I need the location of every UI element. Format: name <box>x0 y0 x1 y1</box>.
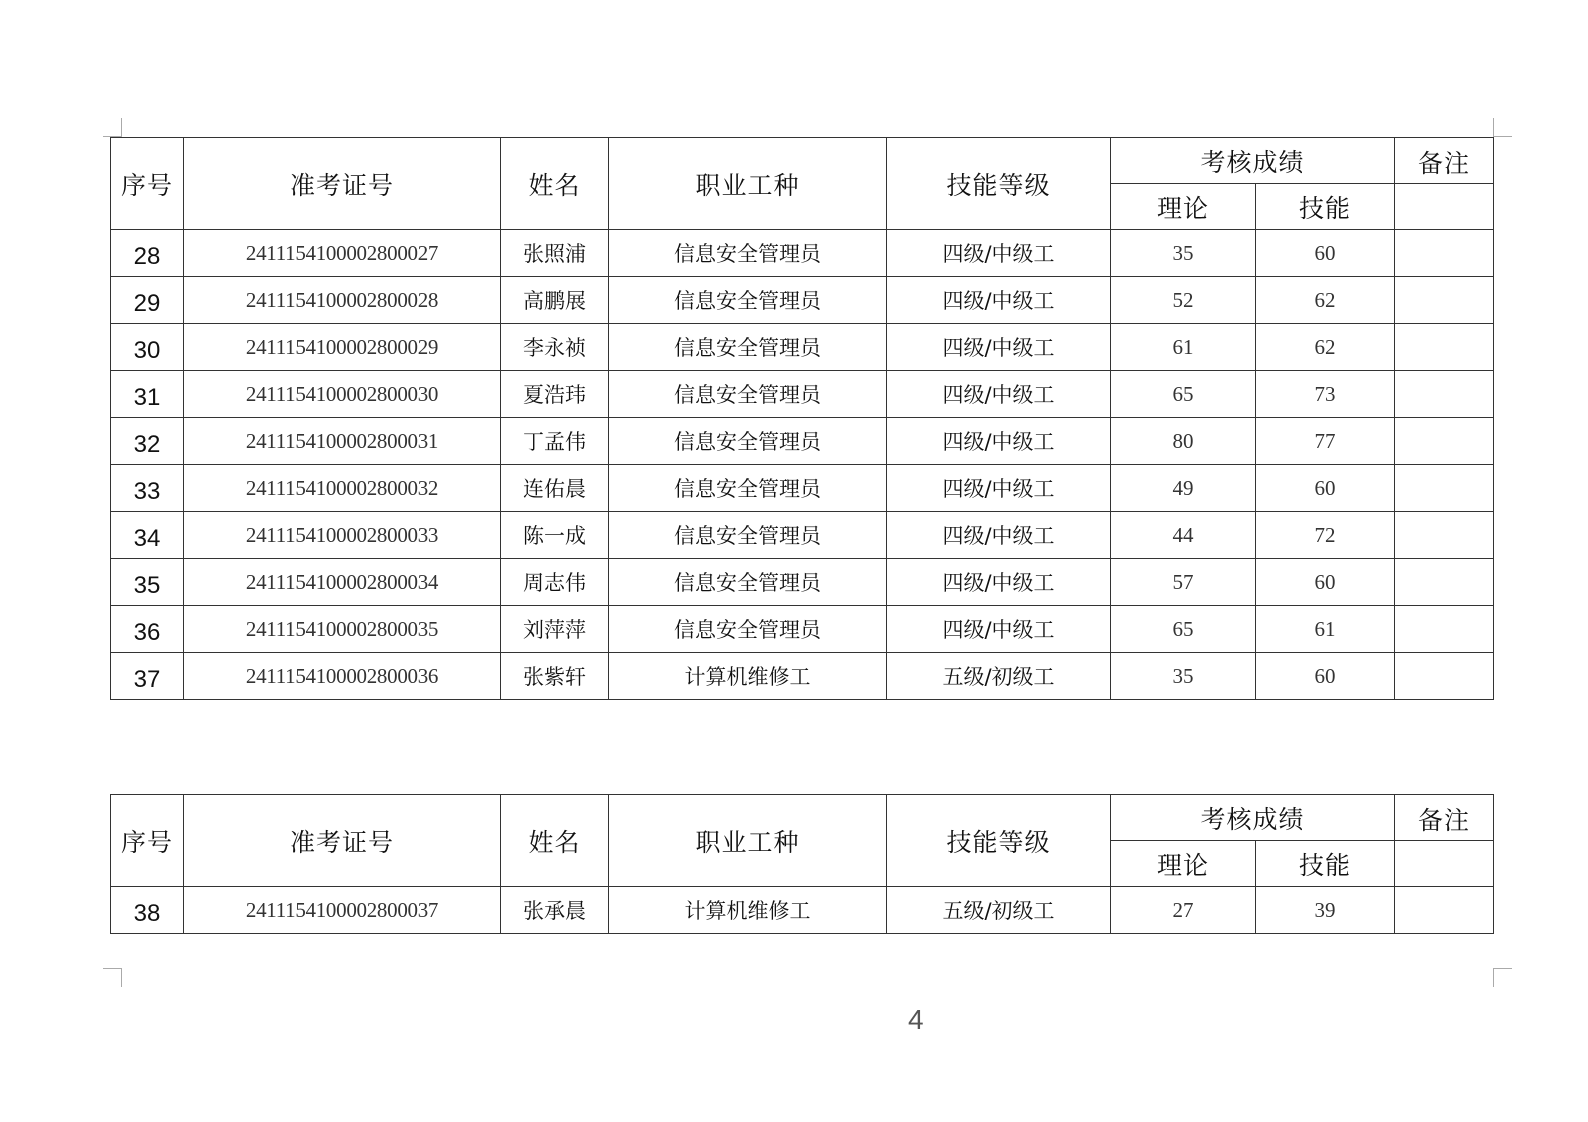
cell-remark <box>1395 230 1494 277</box>
cell-occupation: 信息安全管理员 <box>609 559 887 606</box>
cell-ticket: 2411154100002800029 <box>184 324 501 371</box>
cell-occupation: 信息安全管理员 <box>609 512 887 559</box>
cell-ticket: 2411154100002800035 <box>184 606 501 653</box>
cell-remark <box>1395 512 1494 559</box>
header-remark-blank <box>1395 841 1494 887</box>
header-theory: 理论 <box>1111 841 1256 887</box>
cell-remark <box>1395 324 1494 371</box>
cell-seq <box>111 887 184 934</box>
cell-theory: 27 <box>1111 887 1256 934</box>
header-occupation: 职业工种 <box>609 138 887 230</box>
cell-remark <box>1395 606 1494 653</box>
cell-seq-text: 35 <box>133 572 161 599</box>
header-level: 技能等级 <box>887 795 1111 887</box>
table-row <box>111 277 1494 324</box>
cell-theory: 44 <box>1111 512 1256 559</box>
cell-seq-text: 32 <box>133 431 161 458</box>
cell-name: 张紫轩 <box>501 653 609 700</box>
cell-seq-text: 36 <box>133 619 161 646</box>
cell-occupation: 计算机维修工 <box>609 887 887 934</box>
cell-level: 四级/中级工 <box>887 371 1111 418</box>
cell-level: 四级/中级工 <box>887 606 1111 653</box>
cell-ticket: 2411154100002800027 <box>184 230 501 277</box>
cell-ticket: 2411154100002800032 <box>184 465 501 512</box>
cell-ticket: 2411154100002800031 <box>184 418 501 465</box>
cell-remark <box>1395 277 1494 324</box>
cell-occupation: 信息安全管理员 <box>609 371 887 418</box>
cell-remark <box>1395 653 1494 700</box>
cell-seq <box>111 324 184 371</box>
crop-mark-top-right <box>1493 118 1512 137</box>
table-row <box>111 887 1494 934</box>
header-name: 姓名 <box>501 795 609 887</box>
cell-seq-text: 33 <box>133 478 161 505</box>
score-table-2 <box>110 794 1494 934</box>
cell-theory: 49 <box>1111 465 1256 512</box>
header-name: 姓名 <box>501 138 609 230</box>
cell-theory: 35 <box>1111 653 1256 700</box>
cell-name: 连佑晨 <box>501 465 609 512</box>
cell-seq <box>111 606 184 653</box>
cell-level: 五级/初级工 <box>887 653 1111 700</box>
cell-seq-text: 30 <box>133 337 161 364</box>
cell-seq-text: 38 <box>133 900 161 927</box>
cell-seq <box>111 230 184 277</box>
header-score-group: 考核成绩 <box>1111 795 1395 841</box>
cell-remark <box>1395 887 1494 934</box>
cell-skill: 77 <box>1256 418 1395 465</box>
cell-skill: 60 <box>1256 559 1395 606</box>
cell-seq-text: 29 <box>133 290 161 317</box>
cell-occupation: 信息安全管理员 <box>609 606 887 653</box>
cell-level: 四级/中级工 <box>887 324 1111 371</box>
cell-theory: 65 <box>1111 371 1256 418</box>
cell-name: 陈一成 <box>501 512 609 559</box>
cell-ticket: 2411154100002800036 <box>184 653 501 700</box>
cell-occupation: 信息安全管理员 <box>609 418 887 465</box>
page-number: 4 <box>908 1004 924 1035</box>
cell-skill: 72 <box>1256 512 1395 559</box>
cell-seq-text: 34 <box>133 525 161 552</box>
cell-seq <box>111 653 184 700</box>
cell-theory: 52 <box>1111 277 1256 324</box>
cell-occupation: 信息安全管理员 <box>609 324 887 371</box>
cell-ticket: 2411154100002800030 <box>184 371 501 418</box>
table-row <box>111 324 1494 371</box>
table-row <box>111 559 1494 606</box>
cell-remark <box>1395 465 1494 512</box>
cell-seq <box>111 512 184 559</box>
table-row <box>111 653 1494 700</box>
header-theory: 理论 <box>1111 184 1256 230</box>
cell-skill: 62 <box>1256 277 1395 324</box>
header-level: 技能等级 <box>887 138 1111 230</box>
cell-name: 夏浩玮 <box>501 371 609 418</box>
cell-name: 张照浦 <box>501 230 609 277</box>
cell-level: 四级/中级工 <box>887 230 1111 277</box>
cell-name: 高鹏展 <box>501 277 609 324</box>
cell-name: 李永祯 <box>501 324 609 371</box>
header-skill: 技能 <box>1256 841 1395 887</box>
cell-theory: 80 <box>1111 418 1256 465</box>
cell-seq <box>111 465 184 512</box>
cell-name: 张承晨 <box>501 887 609 934</box>
table-row <box>111 465 1494 512</box>
cell-seq-text: 28 <box>133 243 161 270</box>
cell-level: 四级/中级工 <box>887 465 1111 512</box>
cell-seq-text: 37 <box>133 666 161 693</box>
header-ticket: 准考证号 <box>184 138 501 230</box>
table-row <box>111 371 1494 418</box>
cell-skill: 60 <box>1256 230 1395 277</box>
cell-ticket: 2411154100002800028 <box>184 277 501 324</box>
header-ticket: 准考证号 <box>184 795 501 887</box>
cell-remark <box>1395 559 1494 606</box>
cell-seq <box>111 559 184 606</box>
crop-mark-top-left <box>103 118 122 137</box>
header-remark: 备注 <box>1395 138 1494 184</box>
cell-name: 周志伟 <box>501 559 609 606</box>
cell-seq <box>111 371 184 418</box>
table-row <box>111 606 1494 653</box>
cell-ticket: 2411154100002800034 <box>184 559 501 606</box>
cell-ticket: 2411154100002800037 <box>184 887 501 934</box>
cell-occupation: 信息安全管理员 <box>609 465 887 512</box>
cell-level: 四级/中级工 <box>887 418 1111 465</box>
header-skill: 技能 <box>1256 184 1395 230</box>
cell-skill: 60 <box>1256 653 1395 700</box>
cell-theory: 57 <box>1111 559 1256 606</box>
cell-seq <box>111 418 184 465</box>
cell-remark <box>1395 418 1494 465</box>
cell-occupation: 计算机维修工 <box>609 653 887 700</box>
cell-seq <box>111 277 184 324</box>
cell-theory: 65 <box>1111 606 1256 653</box>
header-seq: 序号 <box>111 138 184 230</box>
header-occupation: 职业工种 <box>609 795 887 887</box>
table-row <box>111 418 1494 465</box>
table-row <box>111 230 1494 277</box>
cell-ticket: 2411154100002800033 <box>184 512 501 559</box>
score-table-1 <box>110 137 1494 700</box>
table-row <box>111 512 1494 559</box>
cell-skill: 62 <box>1256 324 1395 371</box>
cell-level: 四级/中级工 <box>887 512 1111 559</box>
crop-mark-bottom-left <box>103 968 122 987</box>
cell-occupation: 信息安全管理员 <box>609 230 887 277</box>
header-seq: 序号 <box>111 795 184 887</box>
cell-skill: 60 <box>1256 465 1395 512</box>
cell-level: 五级/初级工 <box>887 887 1111 934</box>
header-remark: 备注 <box>1395 795 1494 841</box>
cell-theory: 35 <box>1111 230 1256 277</box>
cell-name: 刘萍萍 <box>501 606 609 653</box>
cell-level: 四级/中级工 <box>887 277 1111 324</box>
cell-skill: 73 <box>1256 371 1395 418</box>
cell-skill: 61 <box>1256 606 1395 653</box>
cell-name: 丁孟伟 <box>501 418 609 465</box>
cell-occupation: 信息安全管理员 <box>609 277 887 324</box>
crop-mark-bottom-right <box>1493 968 1512 987</box>
cell-seq-text: 31 <box>133 384 161 411</box>
cell-remark <box>1395 371 1494 418</box>
header-score-group: 考核成绩 <box>1111 138 1395 184</box>
cell-skill: 39 <box>1256 887 1395 934</box>
cell-theory: 61 <box>1111 324 1256 371</box>
header-remark-blank <box>1395 184 1494 230</box>
cell-level: 四级/中级工 <box>887 559 1111 606</box>
